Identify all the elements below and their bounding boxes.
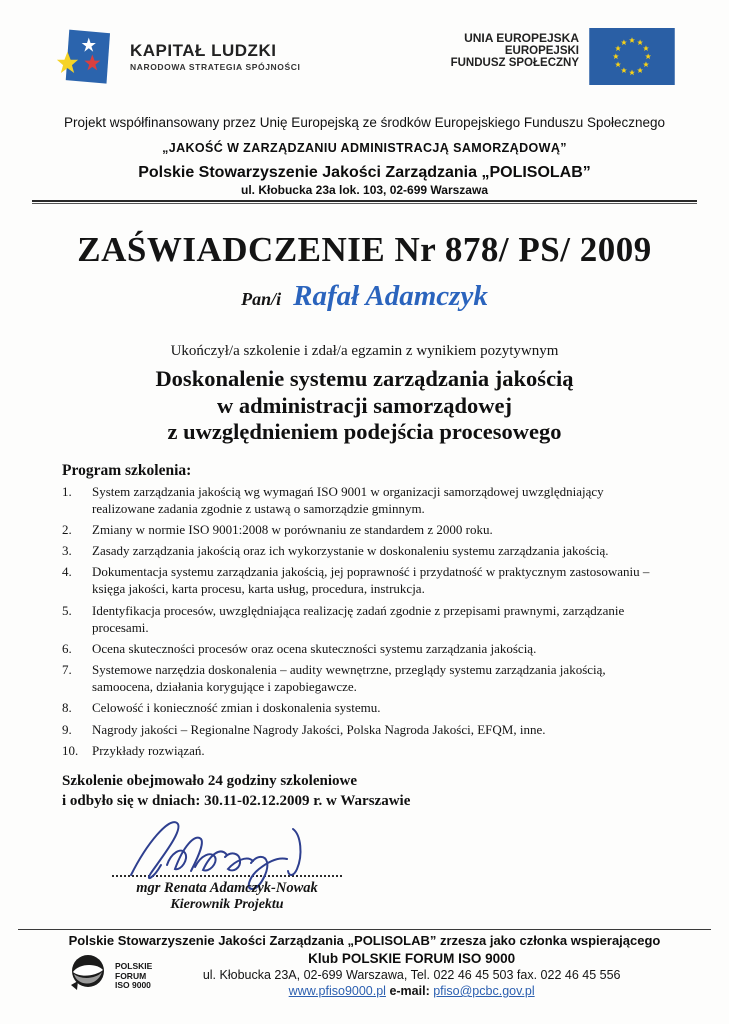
- item-text: Zasady zarządzania jakością oraz ich wykorzystanie w doskonaleniu systemu zarządzania jakością.: [92, 543, 609, 559]
- program-item: [62, 563, 669, 597]
- pf-line2: FORUM: [115, 970, 147, 981]
- item-number: 2.: [62, 521, 72, 537]
- kapital-ludzki-logo: [56, 26, 300, 95]
- item-number: 1.: [62, 483, 72, 499]
- item-text: Celowość i konieczność zmian i doskonalenia systemu.: [92, 700, 381, 716]
- header-logos: [32, 26, 697, 95]
- program-item: [62, 699, 669, 716]
- program-list: [62, 483, 669, 759]
- item-text: Systemowe narzędzia doskonalenia – audity wewnętrzne, przeglądy systemu zarządzania jakością, samoocena, działania korygujące i zapobiegawcze.: [92, 662, 606, 695]
- program-item: [62, 483, 669, 517]
- item-number: 9.: [62, 721, 72, 737]
- summary-line2: i odbyło się w dniach: 30.11-02.12.2009 r. w Warszawie: [62, 793, 411, 810]
- item-text: Nagrody jakości – Regionalne Nagrody Jakości, Polska Nagroda Jakości, EFQM, inne.: [92, 721, 546, 737]
- program-item: [62, 602, 669, 636]
- program-section: [32, 462, 697, 759]
- email-label: e-mail:: [389, 984, 430, 998]
- email-link[interactable]: pfiso@pcbc.gov.pl: [433, 984, 535, 998]
- footer-divider: [18, 929, 711, 930]
- footer-links: [112, 984, 711, 998]
- item-text: Ocena skuteczności procesów oraz ocena skuteczności systemu zarządzania jakością.: [92, 640, 537, 656]
- course-title: [32, 366, 697, 446]
- footer-club-name: Klub POLSKIE FORUM ISO 9000: [308, 951, 516, 966]
- summary-line1: Szkolenie obejmowało 24 godziny szkoleniowe: [62, 772, 357, 789]
- item-text: Dokumentacja systemu zarządzania jakością, jej poprawność i przydatność w praktycznym zastosowaniu – księga jakości, karta procesu, karta usług, procedura, instrukcja.: [92, 564, 650, 597]
- certificate-title: ZAŚWIADCZENIE Nr 878/ PS/ 2009: [77, 230, 652, 269]
- course-title-line1: Doskonalenie systemu zarządzania jakością: [155, 366, 574, 391]
- polskie-forum-icon: [66, 951, 110, 1002]
- program-item: [62, 742, 669, 759]
- eu-line2: EUROPEJSKI: [504, 45, 579, 57]
- footer-contact: [112, 951, 711, 998]
- eu-flag-icon: [589, 28, 675, 90]
- footer-membership-line: Polskie Stowarzyszenie Jakości Zarządzania „POLISOLAB” zrzesza jako członka wspierającego: [68, 933, 661, 948]
- eu-text: [451, 31, 579, 69]
- course-title-line3: z uwzględnieniem podejścia procesowego: [167, 419, 562, 445]
- cofinance-line: Projekt współfinansowany przez Unię Europejską ze środków Europejskiego Funduszu Społecznego: [63, 115, 666, 130]
- item-number: 10.: [62, 742, 79, 758]
- training-summary: [32, 771, 697, 812]
- eu-line3: FUNDUSZ SPOŁECZNY: [450, 57, 579, 69]
- signatory-name: mgr Renata Adamczyk-Nowak: [136, 880, 318, 897]
- program-item: [62, 542, 669, 559]
- pf-line3: ISO 9000: [115, 980, 151, 991]
- item-text: Zmiany w normie ISO 9001:2008 w porównaniu ze standardem z 2000 roku.: [92, 521, 493, 537]
- program-item: [62, 640, 669, 657]
- salutation: Pan/i: [241, 289, 282, 309]
- footer: [0, 929, 729, 1002]
- kapital-ludzki-subtitle: NARODOWA STRATEGIA SPÓJNOŚCI: [130, 62, 301, 72]
- org-name: Polskie Stowarzyszenie Jakości Zarządzania „POLISOLAB”: [138, 164, 591, 181]
- signature-line: [112, 875, 342, 877]
- project-title: „JAKOŚĆ W ZARZĄDZANIU ADMINISTRACJĄ SAMORZĄDOWĄ”: [162, 141, 567, 155]
- pf-line1: POLSKIE: [115, 960, 153, 971]
- program-item: [62, 721, 669, 738]
- org-address: ul. Kłobucka 23a lok. 103, 02-699 Warszawa: [240, 183, 488, 197]
- eu-logo-block: [451, 28, 675, 90]
- item-number: 5.: [62, 602, 72, 618]
- recipient-line: [32, 280, 697, 313]
- website-link[interactable]: www.pfiso9000.pl: [288, 984, 386, 998]
- program-item: [62, 521, 669, 538]
- recipient-name: Rafał Adamczyk: [293, 280, 488, 312]
- program-heading: Program szkolenia:: [62, 461, 192, 479]
- kapital-ludzki-text: [130, 41, 300, 72]
- item-number: 4.: [62, 564, 72, 580]
- item-number: 7.: [62, 662, 72, 678]
- signatory-role: Kierownik Projektu: [170, 897, 284, 913]
- item-number: 8.: [62, 700, 72, 716]
- footer-address: ul. Kłobucka 23A, 02-699 Warszawa, Tel. 022 46 45 503 fax. 022 46 45 556: [202, 968, 621, 982]
- item-text: Przykłady rozwiązań.: [92, 742, 205, 758]
- program-item: [62, 661, 669, 695]
- kapital-ludzki-title: KAPITAŁ LUDZKI: [130, 41, 277, 60]
- completion-statement: Ukończył/a szkolenie i zdał/a egzamin z wynikiem pozytywnym: [170, 343, 559, 359]
- signature-block: [94, 813, 360, 913]
- item-number: 3.: [62, 543, 72, 559]
- item-text: System zarządzania jakością wg wymagań ISO 9001 w organizacji samorządowej uwzględniający realizowane zadania zgodnie z ustawą o samorządzie gminnym.: [92, 483, 604, 516]
- item-number: 6.: [62, 640, 72, 656]
- kapital-ludzki-flag-icon: [56, 26, 118, 95]
- item-text: Identyfikacja procesów, uwzględniająca realizację zadań zgodnie z przepisami prawnymi, zarządzanie procesami.: [92, 602, 625, 635]
- eu-line1: UNIA EUROPEJSKA: [464, 31, 579, 45]
- course-title-line2: w administracji samorządowej: [217, 392, 512, 418]
- header-divider: [32, 200, 697, 204]
